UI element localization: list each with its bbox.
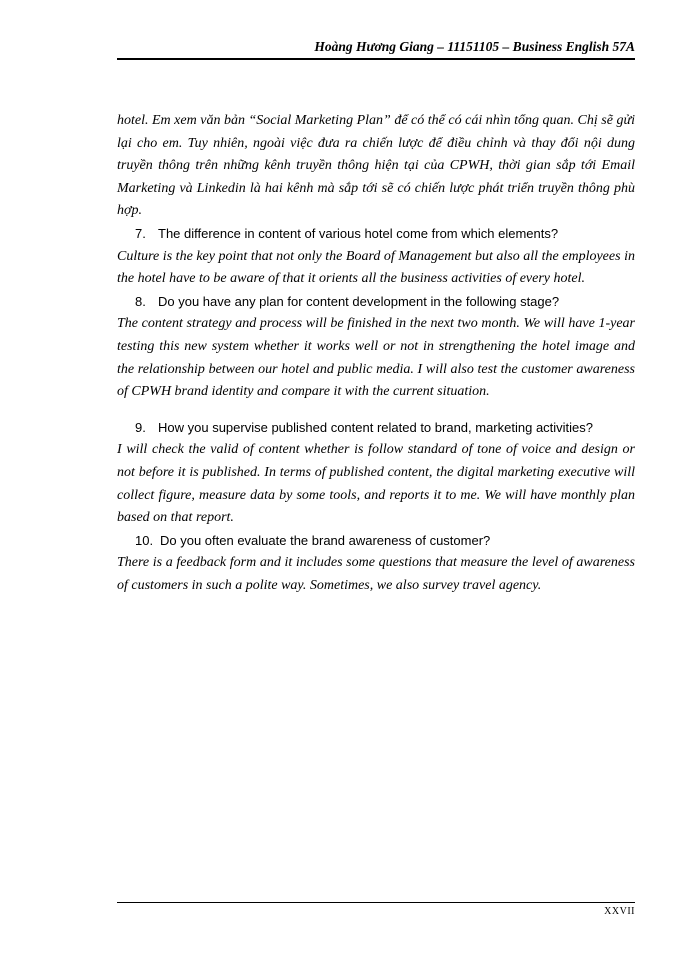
paragraph-gap: [117, 404, 635, 417]
page-body: [117, 110, 635, 597]
footer-rule: [117, 902, 635, 903]
page-number: XXVII: [604, 906, 635, 917]
question-number: 9.: [135, 419, 146, 435]
header-rule: [117, 58, 635, 60]
question-number: 8.: [135, 293, 146, 309]
question-text: Do you often evaluate the brand awareness of customer?: [160, 532, 491, 548]
question-text: How you supervise published content related to brand, marketing activities?: [158, 419, 594, 435]
answer-8: The content strategy and process will be finished in the next two month. We will have 1-year testing this new system whether it works well or not in strengthening the hotel image and the relationship between our hotel and public media. I will also test the customer awareness of CPWH brand identity and compare it with the current situation.: [117, 316, 635, 400]
question-text: Do you have any plan for content development in the following stage?: [158, 293, 560, 309]
question-7: [117, 223, 635, 246]
answer-7: Culture is the key point that not only the Board of Management but also all the employees in the hotel have to be aware of that it orients all the business activities of every hotel.: [117, 248, 635, 287]
question-text: The difference in content of various hotel come from which elements?: [158, 225, 559, 241]
intro-answer: hotel. Em xem văn bản “Social Marketing Plan” để có thể có cái nhìn tổng quan. Chị sẽ gửi lại cho em. Tuy nhiên, ngoài việc đưa ra chiến lược để điều chỉnh và thay đổi nội dung truyền thông trên những kênh truyền thông hiện tại của CPWH, thời gian sắp tới Email Marketing và Linkedin là hai kênh mà sắp tới sẽ có chiến lược phát triển truyền thông phù hợp.: [117, 113, 635, 219]
question-8: [117, 291, 635, 314]
question-9: [117, 417, 635, 440]
question-number: 10.: [135, 532, 154, 548]
answer-9: I will check the valid of content whether is follow standard of tone of voice and design or not before it is published. In terms of published content, the digital marketing executive will collect figure, measure data by some tools, and reports it to me. We will have monthly plan based on that report.: [117, 442, 635, 526]
question-number: 7.: [135, 225, 146, 241]
question-10: [117, 530, 635, 553]
page-header: Hoàng Hương Giang – 11151105 – Business English 57A: [314, 39, 635, 54]
answer-10: There is a feedback form and it includes some questions that measure the level of awareness of customers in such a polite way. Sometimes, we also survey travel agency.: [117, 555, 635, 593]
